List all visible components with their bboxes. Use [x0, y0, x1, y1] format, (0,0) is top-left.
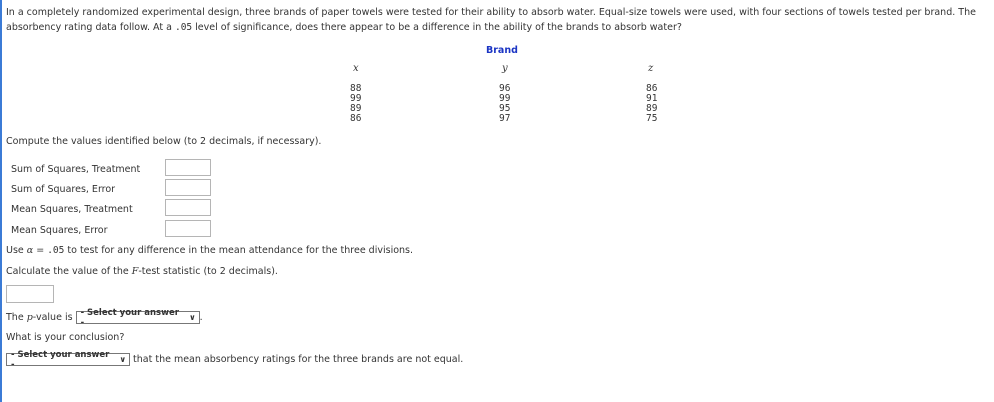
- conclusion-text: that the mean absorbency ratings for the three brands are not equal.: [133, 354, 464, 365]
- ftest-instruction: Calculate the value of the F-test statistic (to 2 decimals).: [6, 266, 278, 277]
- ms-treatment-input[interactable]: [165, 199, 211, 216]
- data-cell: 97: [499, 113, 511, 124]
- problem-statement: [6, 5, 990, 35]
- data-cell: 96: [499, 83, 511, 94]
- label-ms-error: Mean Squares, Error: [11, 225, 108, 236]
- chevron-down-icon: ∨: [119, 355, 126, 364]
- column-header-x: x: [353, 63, 359, 74]
- column-values-y: [499, 84, 510, 124]
- conclusion-select-label: - Select your answer -: [11, 349, 110, 370]
- data-cell: 95: [499, 103, 511, 114]
- label-ss-treatment: Sum of Squares, Treatment: [11, 164, 141, 175]
- conclusion-row: [6, 349, 464, 370]
- conclusion-select[interactable]: [6, 349, 130, 370]
- label-ss-error: Sum of Squares, Error: [11, 184, 116, 195]
- ss-treatment-input[interactable]: [165, 159, 211, 176]
- column-header-z: z: [648, 63, 654, 74]
- data-cell: 75: [646, 113, 658, 124]
- conclusion-question: What is your conclusion?: [6, 332, 125, 343]
- chevron-down-icon: ∨: [189, 313, 196, 322]
- data-cell: 91: [646, 93, 658, 104]
- ss-error-input[interactable]: [165, 179, 211, 196]
- left-accent-rule: [0, 0, 2, 402]
- ms-error-input[interactable]: [165, 220, 211, 237]
- data-cell: 89: [350, 103, 362, 114]
- intro-text-part2: level of significance, does there appear to be a difference in the ability of the brands to absorb water?: [192, 22, 682, 33]
- data-cell: 89: [646, 103, 658, 114]
- column-values-x: [350, 84, 361, 124]
- data-cell: 86: [646, 83, 658, 94]
- data-cell: 99: [499, 93, 511, 104]
- compute-instructions: Compute the values identified below (to 2 decimals, if necessary).: [6, 136, 322, 147]
- column-header-y: y: [502, 63, 508, 74]
- alpha-instruction: Use α = .05 to test for any difference in the mean attendance for the three divisions.: [6, 245, 414, 256]
- column-values-z: [646, 84, 657, 124]
- intro-text-part1: In a completely randomized experimental design, three brands of paper towels were tested for their ability to absorb water. Equal-size towels were used, with four sections of towels tested per brand. The absorbency rating data follow. At a: [6, 7, 976, 33]
- data-cell: 99: [350, 93, 362, 104]
- label-ms-treatment: Mean Squares, Treatment: [11, 204, 133, 215]
- intro-alpha-value: .05: [174, 22, 193, 33]
- pvalue-select-label: - Select your answer -: [80, 307, 179, 328]
- data-cell: 86: [350, 113, 362, 124]
- pvalue-row: The p-value is - Select your answer - ∨ .: [6, 307, 203, 328]
- brand-group-header: Brand: [486, 45, 518, 56]
- f-statistic-input[interactable]: [6, 285, 54, 303]
- data-cell: 88: [350, 83, 362, 94]
